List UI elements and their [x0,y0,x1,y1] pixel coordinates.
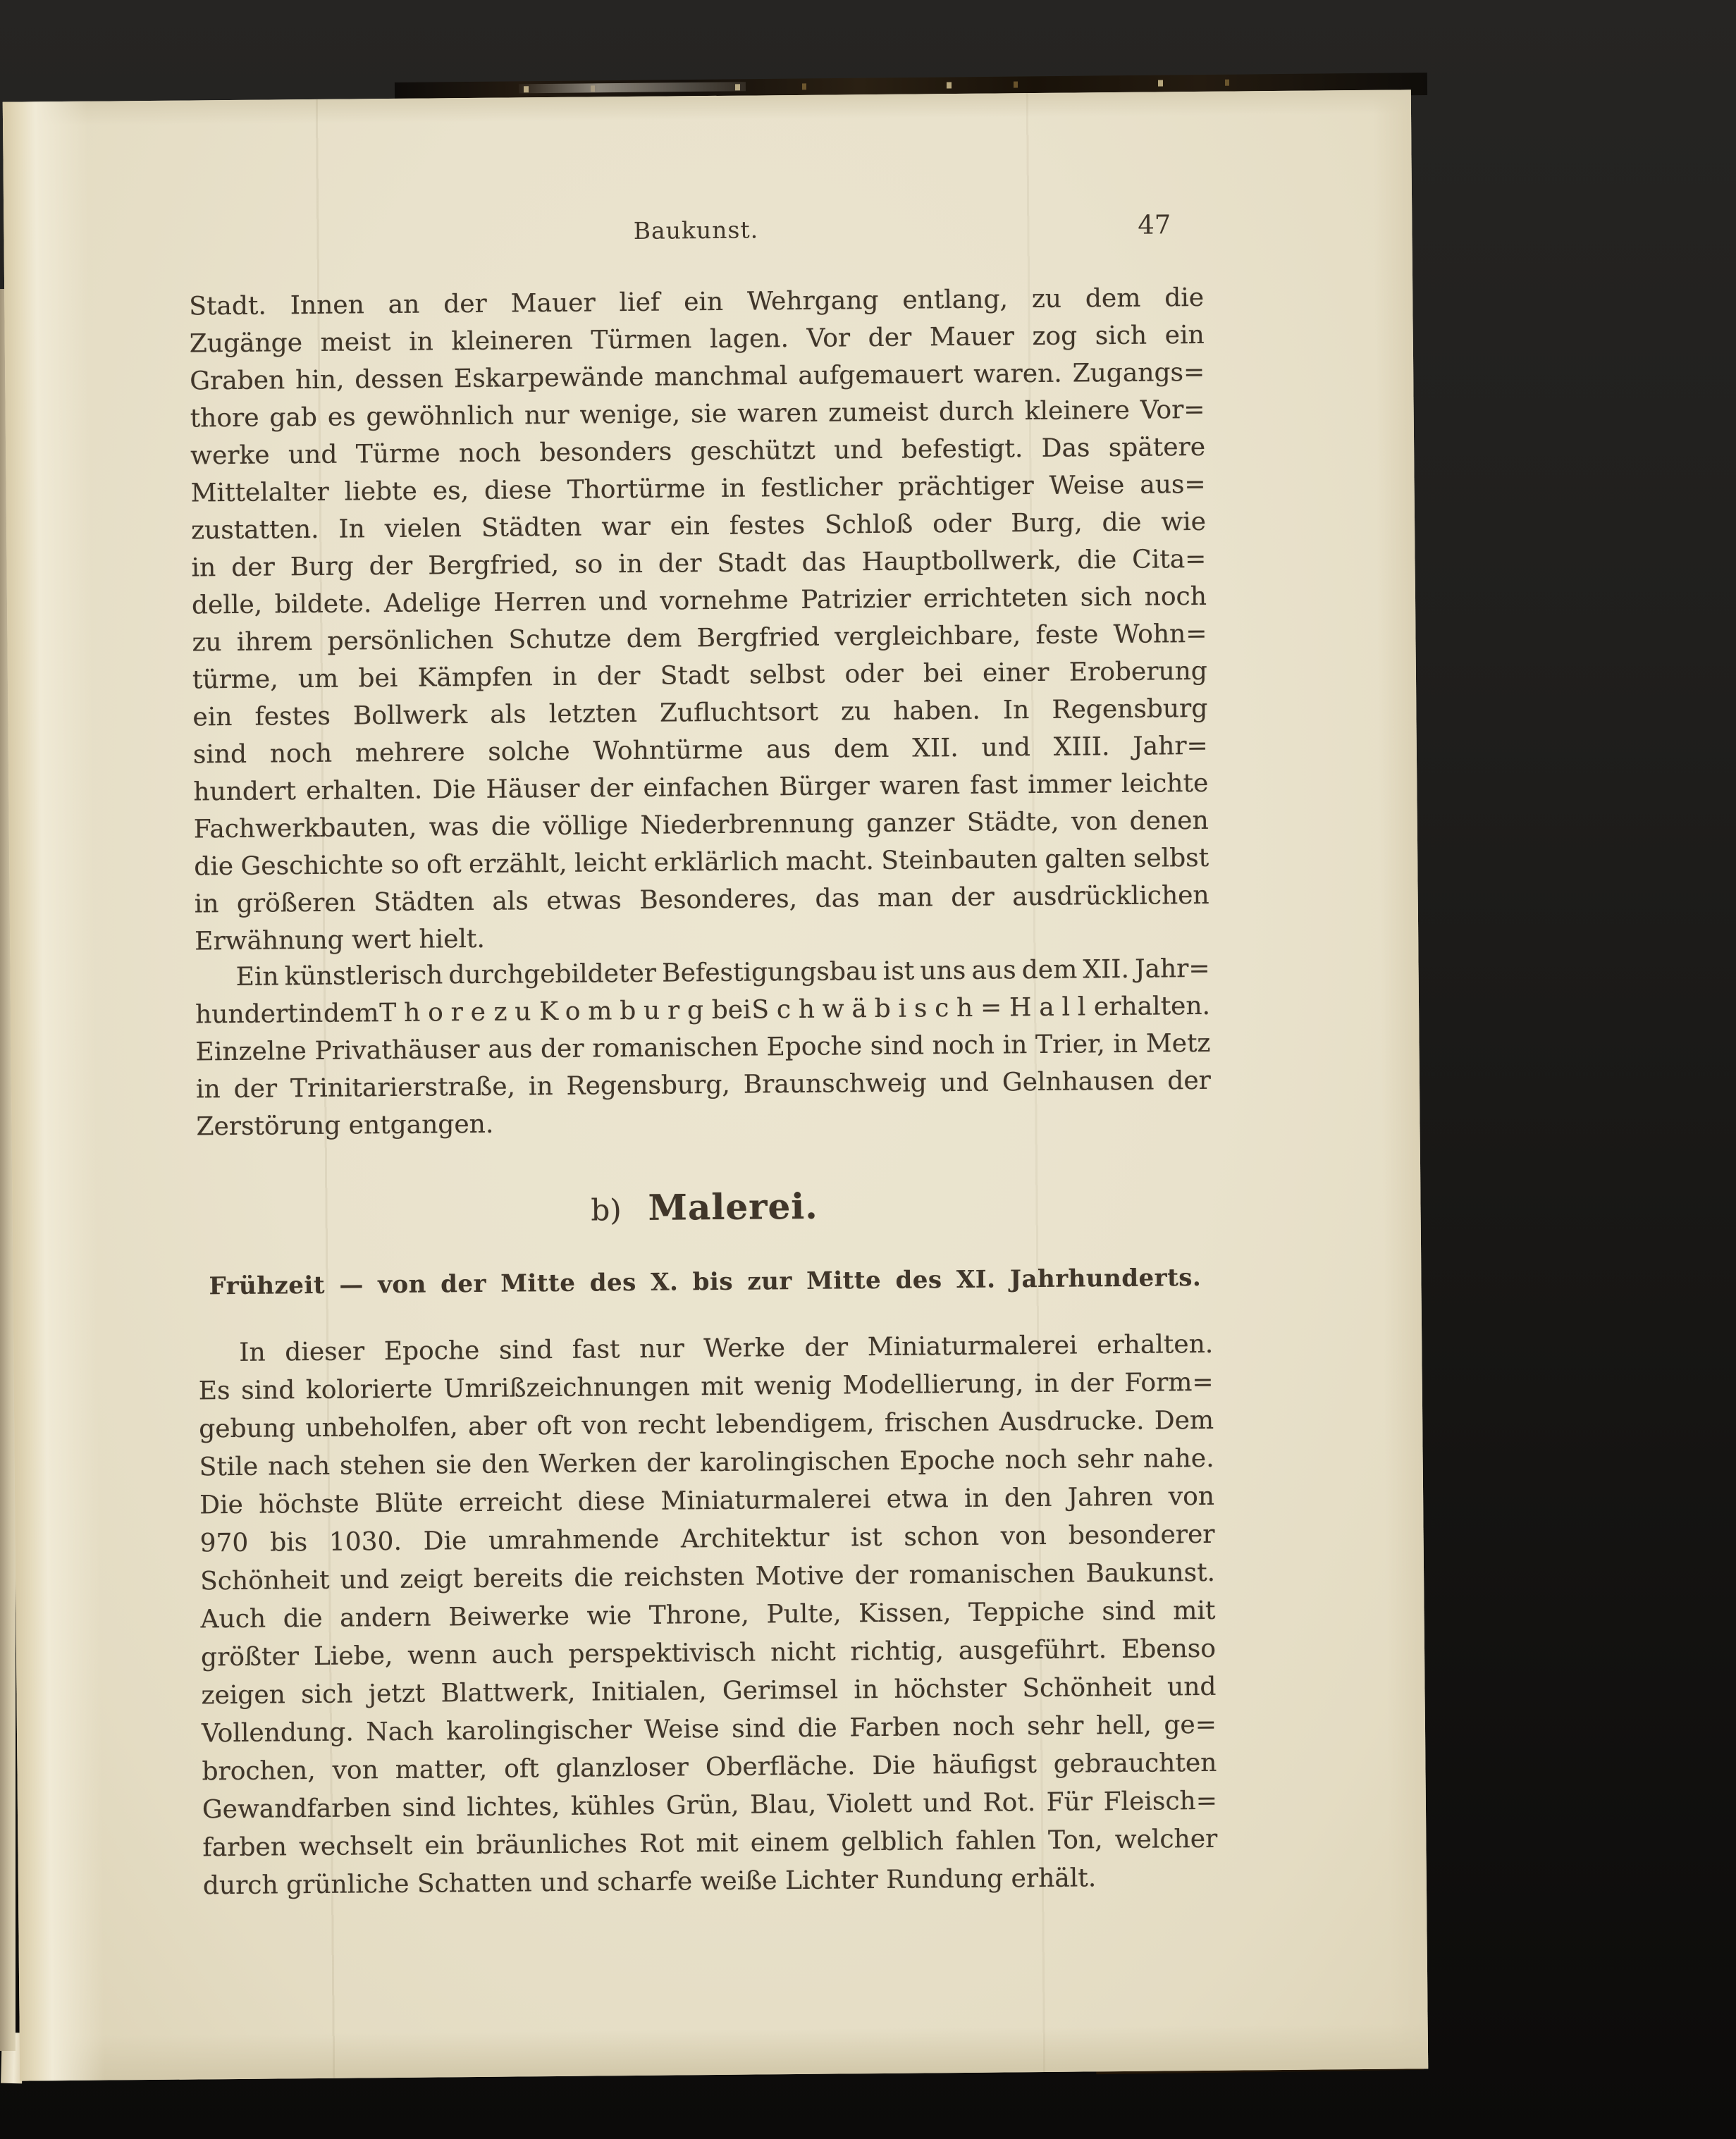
text-line: in größeren Städten als etwas Besonderes, das man der ausdrücklichen [194,880,1209,919]
text-line: thore gab es gewöhnlich nur wenige, sie waren zumeist durch kleinere Vor= [190,395,1205,433]
text-line: zu ihrem persönlichen Schutze dem Bergfried vergleichbare, feste Wohn= [192,619,1207,658]
text-line: Zerstörung entgangen. [196,1109,494,1142]
text-line: Gewandfarben sind lichtes, kühles Grün, Blau, Violett und Rot. Für Fleisch= [202,1786,1218,1825]
text-line: In dieser Epoche sind fast nur Werke der Miniaturmalerei erhalten. [239,1329,1214,1367]
text-line: die Geschichte so oft erzählt, leicht erklärlich macht. Steinbauten galten selbst [194,843,1209,882]
paragraph-city-fortification [189,279,1209,961]
text-line: zeigen sich jetzt Blattwerk, Initialen, Gerimsel in höchster Schönheit und [201,1672,1217,1710]
text-line: 970 bis 1030. Die umrahmende Architektur ist schon von besonderer [199,1520,1215,1558]
text-line: Ein künstlerisch durchgebildeter Befestigungsbau ist uns aus dem XII. Jahr= [235,954,1210,992]
text-line: Fachwerkbauten, was die völlige Niederbrennung ganzer Städte, von denen [193,806,1209,844]
text-line: Auch die andern Beiwerke wie Throne, Pulte, Kissen, Teppiche sind mit [200,1596,1216,1634]
text-line: in der Trinitarierstraße, in Regensburg, Braunschweig und Gelnhausen der [195,1066,1212,1104]
text-line: größter Liebe, wenn auch perspektivisch nicht richtig, ausgeführt. Ebenso [200,1634,1217,1672]
page-content [3,90,1428,2081]
text-line: Die höchste Blüte erreicht diese Miniaturmalerei etwa in den Jahren von [199,1481,1215,1520]
text-line: Einzelne Privathäuser aus der romanischen Epoche sind noch in Trier, in Metz [195,1028,1211,1067]
text-line: sind noch mehrere solche Wohntürme aus dem XII. und XIII. Jahr= [192,731,1208,770]
text-line: ein festes Bollwerk als letzten Zufluchtsort zu haben. In Regensburg [192,694,1208,732]
section-enum: b) [591,1192,622,1228]
text-line: in der Burg der Bergfried, so in der Stadt das Hauptbollwerk, die Cita= [191,544,1207,583]
text-line: Zugänge meist in kleineren Türmen lagen. Vor der Mauer zog sich ein [189,320,1205,359]
text-line: Stadt. Innen an der Mauer lief ein Wehrgang entlang, zu dem die [189,283,1205,321]
paragraph-miniature-painting [198,1326,1218,1906]
text-line: Mittelalter liebte es, diese Thortürme in festlicher prächtiger Weise aus= [190,469,1206,508]
text-line: Erwähnung wert hielt. [195,924,486,956]
text-line: hundert erhalten. Die Häuser der einfachen Bürger waren fast immer leichte [193,768,1209,807]
subsection-heading: Frühzeit — von der Mitte des X. bis zur Mitte des XI. Jahrhunderts. [209,1263,1202,1301]
text-line: brochen, von matter, oft glanzloser Oberfläche. Die häufigst gebrauchten [202,1748,1217,1787]
text-line: gebung unbeholfen, aber oft von recht lebendigem, frischen Ausdrucke. Dem [199,1405,1214,1444]
text-line: Schönheit und zeigt bereits die reichsten Motive der romanischen Baukunst. [199,1558,1216,1596]
paragraph-komburg-gate [195,950,1211,1146]
running-header [188,210,1203,252]
text-line: delle, bildete. Adelige Herren und vornehme Patrizier errichteten sich noch [191,581,1207,620]
text-line: farben wechselt ein bräunliches Rot mit einem gelblich fahlen Ton, welcher [202,1824,1218,1863]
book-page [3,90,1428,2081]
text-line: Stile nach stehen sie den Werken der karolingischen Epoche noch sehr nahe. [199,1443,1214,1482]
text-line: werke und Türme noch besonders geschützt und befestigt. Das spätere [190,432,1206,471]
text-line: hundert in dem Thore zu Komburg bei Schwäbisch=Hall erhalten. [195,991,1211,1030]
text-line: zustatten. In vielen Städten war ein festes Schloß oder Burg, die wie [190,507,1207,545]
running-title: Baukunst. [633,216,759,245]
text-line: Vollendung. Nach karolingischer Weise sind die Farben noch sehr hell, ge= [201,1710,1217,1749]
section-title: Malerei. [648,1185,818,1228]
text-line: türme, um bei Kämpfen in der Stadt selbst oder bei einer Eroberung [192,656,1208,695]
section-heading [197,1181,1212,1234]
text-line: durch grünliche Schatten und scharfe weiße Lichter Rundung erhält. [202,1863,1097,1901]
page-number: 47 [1138,209,1171,240]
text-line: Es sind kolorierte Umrißzeichnungen mit wenig Modellierung, in der Form= [198,1367,1214,1406]
text-line: Graben hin, dessen Eskarpewände manchmal aufgemauert waren. Zugangs= [190,357,1205,396]
